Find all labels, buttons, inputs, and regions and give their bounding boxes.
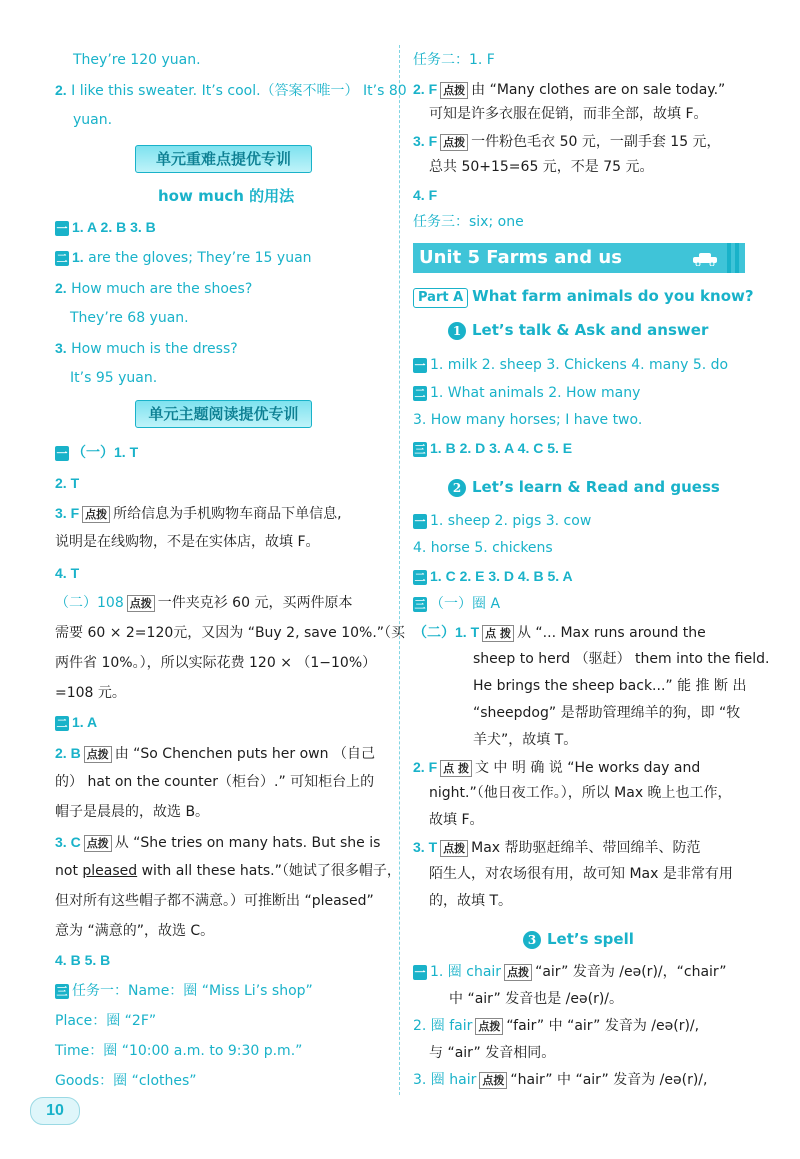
answer-line: 二 1. are the gloves; They’re 15 yuan xyxy=(56,249,312,266)
answer-line: 4. T xyxy=(55,565,80,581)
answer-line: 意为 “满意的”，故选 C。 xyxy=(55,923,215,939)
answer-line: 故填 F。 xyxy=(429,812,484,828)
answer-line: 3. F 点拨 一件粉色毛衣 50 元，一副手套 15 元， xyxy=(413,133,721,150)
answer-line: Place：圈 “2F” xyxy=(55,1013,157,1029)
answer-line: =108 元。 xyxy=(55,685,126,701)
answer-line: 3. 圈 hair 点拨 “hair” 中 “air” 发音为 /eə(r)/, xyxy=(413,1072,708,1088)
answer-line: 与 “air” 发音相同。 xyxy=(429,1045,556,1061)
answer-line: It’s 95 yuan. xyxy=(70,370,158,386)
lesson-title: 1 Let’s talk & Ask and answer xyxy=(448,320,708,341)
answer-line: 一 1. A 2. B 3. B xyxy=(56,219,156,235)
answer-line: 但对所有这些帽子都不满意。）可推断出 “pleased” xyxy=(55,893,374,909)
answer-line: Time：圈 “10:00 a.m. to 9:30 p.m.” xyxy=(55,1043,303,1059)
page-number: 10 xyxy=(30,1097,80,1125)
answer-line: 2. F 点 拨 文 中 明 确 说 “He works day and xyxy=(413,759,701,776)
answer-line: 帽子是晨晨的，故选 B。 xyxy=(55,804,210,820)
answer-line: 3. T 点拨 Max 帮助驱赶绵羊、带回绵羊、防范 xyxy=(413,839,701,856)
answer-line: They’re 120 yuan. xyxy=(73,52,201,68)
answer-line: Goods：圈 “clothes” xyxy=(55,1073,197,1089)
answer-line: He brings the sheep back...” 能 推 断 出 xyxy=(473,678,747,694)
unit-banner: Unit 5 Farms and us xyxy=(413,243,745,273)
answer-line: 羊犬”，故填 T。 xyxy=(473,732,578,748)
lesson-title: 2 Let’s learn & Read and guess xyxy=(448,477,720,498)
answer-line: 一 1. sheep 2. pigs 3. cow xyxy=(414,513,592,529)
answer-line: 陌生人，对农场很有用，故可知 Max 是非常有用 xyxy=(429,866,733,882)
answer-line: 中 “air” 发音也是 /eə(r)/。 xyxy=(449,991,624,1007)
answer-line: 三 任务一：Name：圈 “Miss Li’s shop” xyxy=(56,983,313,999)
car-icon xyxy=(689,252,725,266)
column-divider xyxy=(399,45,400,1095)
answer-line: 一 （一）1. T xyxy=(56,444,139,460)
sub-title: how much 的用法 xyxy=(158,187,295,205)
answer-line: 2. 圈 fair 点拨 “fair” 中 “air” 发音为 /eə(r)/, xyxy=(413,1018,700,1034)
answer-line: 的） hat on the counter（柜台）.” 可知柜台上的 xyxy=(55,774,375,790)
answer-line: 2. I like this sweater. It’s cool.（答案不唯一） It’s 80 xyxy=(55,82,407,99)
section-banner: 单元主题阅读提优专训 xyxy=(135,400,312,428)
answer-line: 二 1. C 2. E 3. D 4. B 5. A xyxy=(414,568,573,584)
answer-line: 一 1. 圈 chair 点拨 “air” 发音为 /eə(r)/，“chair” xyxy=(414,964,727,980)
answer-line: 2. How much are the shoes? xyxy=(55,280,253,297)
answer-line: 需要 60 × 2=120元，又因为 “Buy 2, save 10%.”（买 xyxy=(55,625,406,641)
answer-line: 4. F xyxy=(413,187,438,203)
answer-line: 3. How much is the dress? xyxy=(55,340,238,357)
answer-line: 4. horse 5. chickens xyxy=(413,540,553,556)
answer-line: 可知是许多衣服在促销，而非全部，故填 F。 xyxy=(429,106,708,122)
answer-line: 三 （一）圈 A xyxy=(414,596,501,612)
answer-line: 2. F 点拨 由 “Many clothes are on sale today.” xyxy=(413,81,726,98)
answer-line: yuan. xyxy=(73,112,113,128)
answer-line: 一 1. milk 2. sheep 3. Chickens 4. many 5. do xyxy=(414,357,729,373)
answer-line: sheep to herd （驱赶） them into the field. xyxy=(473,651,770,667)
answer-line: 2. B 点拨 由 “So Chenchen puts her own （自己 xyxy=(55,745,375,762)
answer-line: 任务二：1. F xyxy=(413,52,495,68)
answer-line: not pleased with all these hats.”（她试了很多帽子， xyxy=(55,863,401,879)
section-banner: 单元重难点提优专训 xyxy=(135,145,312,173)
answer-line: 2. T xyxy=(55,475,80,491)
answer-line: 3. How many horses; I have two. xyxy=(413,412,643,428)
answer-line: 总共 50+15=65 元，不是 75 元。 xyxy=(429,159,654,175)
answer-line: They’re 68 yuan. xyxy=(70,310,189,326)
answer-line: 3. F 点拨 所给信息为手机购物车商品下单信息, xyxy=(55,505,342,522)
part-header: Part A What farm animals do you know? xyxy=(413,286,754,308)
lesson-title: 3 Let’s spell xyxy=(523,929,634,950)
answer-line: 三 1. B 2. D 3. A 4. C 5. E xyxy=(414,440,573,456)
answer-line: 的，故填 T。 xyxy=(429,893,513,909)
answer-line: night.”（他日夜工作。），所以 Max 晚上也工作， xyxy=(429,785,732,801)
answer-line: 二 1. A xyxy=(56,714,98,730)
answer-line: （二）108 点拨 一件夹克衫 60 元，买两件原本 xyxy=(55,595,353,611)
answer-line: 3. C 点拨 从 “She tries on many hats. But she is xyxy=(55,834,381,851)
banner-stripes xyxy=(725,243,745,273)
answer-line: 说明是在线购物，不是在实体店，故填 F。 xyxy=(55,534,320,550)
answer-line: 任务三：six; one xyxy=(413,214,524,230)
answer-line: 两件省 10%。），所以实际花费 120 × （1−10%） xyxy=(55,655,377,671)
answer-line: 二 1. What animals 2. How many xyxy=(414,385,641,401)
answer-line: （二）1. T 点 拨 从 “... Max runs around the xyxy=(413,624,706,641)
answer-line: “sheepdog” 是帮助管理绵羊的狗，即 “牧 xyxy=(473,705,741,721)
answer-line: 4. B 5. B xyxy=(55,952,111,968)
